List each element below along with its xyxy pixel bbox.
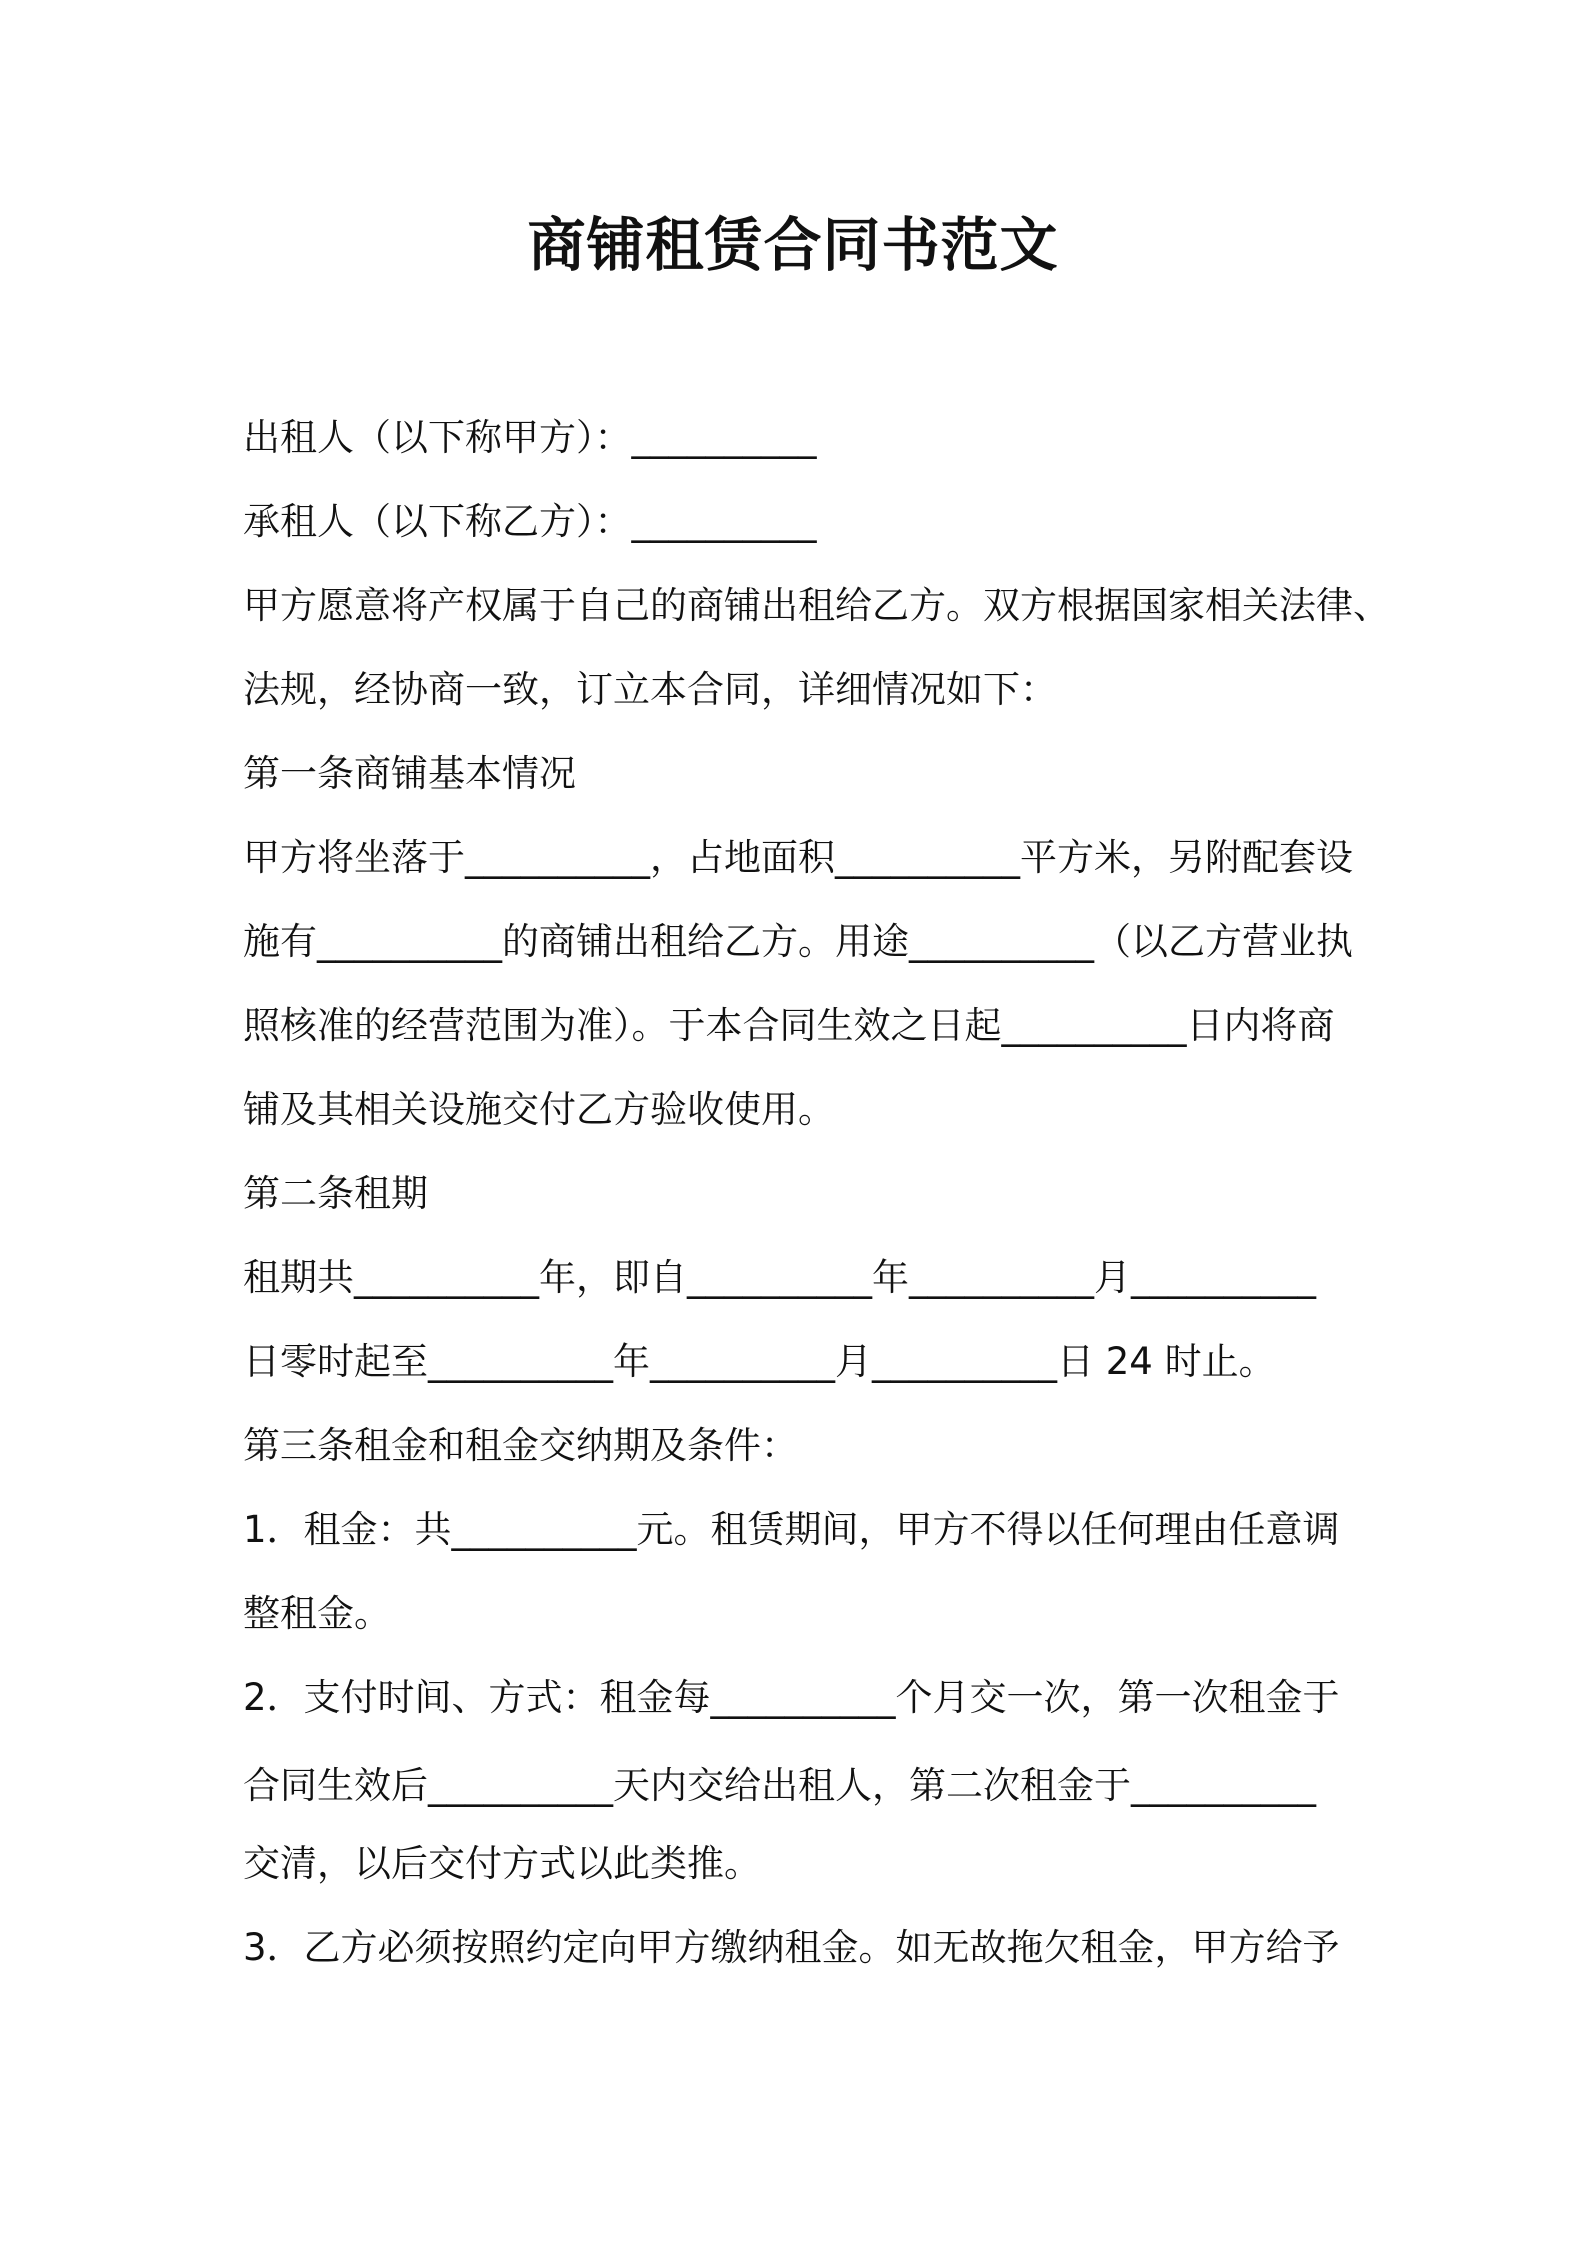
lessor-line: 出租人（以下称甲方）：__________ [243, 416, 817, 459]
lessee-line: 承租人（以下称乙方）：__________ [243, 500, 817, 543]
arrears-clause-line-1: 3．乙方必须按照约定向甲方缴纳租金。如无故拖欠租金，甲方给予 [243, 1926, 1340, 1969]
rent-clause-line-1: 1．租金：共__________元。租赁期间，甲方不得以任何理由任意调 [243, 1508, 1340, 1551]
rent-clause-line-2: 整租金。 [243, 1592, 391, 1635]
article-1-heading: 第一条商铺基本情况 [243, 752, 576, 795]
article-2-heading: 第二条租期 [243, 1172, 428, 1215]
article-3-heading: 第三条租金和租金交纳期及条件： [243, 1424, 798, 1467]
article-2-line-1: 租期共__________年，即自__________年__________月__________ [243, 1256, 1316, 1299]
article-2-line-2: 日零时起至__________年__________月__________日 24 时止。 [243, 1340, 1276, 1383]
article-1-line-4: 铺及其相关设施交付乙方验收使用。 [243, 1088, 835, 1131]
payment-clause-line-1: 2．支付时间、方式：租金每__________个月交一次，第一次租金于 [243, 1676, 1340, 1719]
payment-clause-line-3: 交清，以后交付方式以此类推。 [243, 1842, 761, 1885]
preamble-line-1: 甲方愿意将产权属于自己的商铺出租给乙方。双方根据国家相关法律、 [243, 584, 1390, 627]
payment-clause-line-2: 合同生效后__________天内交给出租人，第二次租金于__________ [243, 1764, 1316, 1807]
article-1-line-2: 施有__________的商铺出租给乙方。用途__________（以乙方营业执 [243, 920, 1353, 963]
article-1-line-1: 甲方将坐落于__________，占地面积__________平方米，另附配套设 [243, 836, 1353, 879]
document-title: 商铺租赁合同书范文 [527, 211, 1059, 279]
article-1-line-3: 照核准的经营范围为准）。于本合同生效之日起__________日内将商 [243, 1004, 1335, 1047]
preamble-line-2: 法规，经协商一致，订立本合同，详细情况如下： [243, 668, 1057, 711]
